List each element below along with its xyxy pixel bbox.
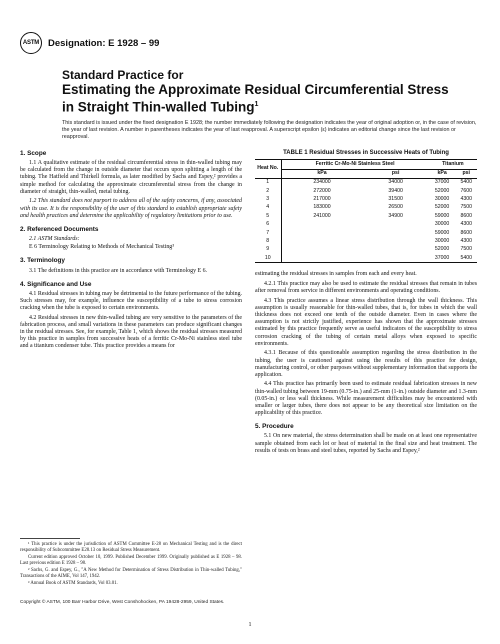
table-cell bbox=[363, 237, 429, 245]
table-cell: 30000 bbox=[434, 196, 450, 203]
paragraph-4-2: 4.2 Residual stresses in new thin-walled tubing are very sensitive to the parameters of the fabrication process, and small variations in these parameters can produce significant changes in the residual stresses. See, for example, Table 1, which shows the residual stresses measured by this practice in samples from successive heats of a ferritic Cr-Mo-Ni stainless steel tube and a titanium condenser tube. This practice provides a means for bbox=[20, 314, 242, 350]
table-header-unit: kPa bbox=[281, 169, 363, 178]
table-row bbox=[255, 237, 477, 245]
designation: Designation: E 1928 – 99 bbox=[48, 37, 160, 49]
paragraph-5-1: 5.1 On new material, the stress determination shall be made on at least one representative sample obtained from each lot or heat of material in the final size and heat treatment. The results of tests on brass and steel tubes, reported by Sachs and Espey,² bbox=[255, 433, 477, 454]
table-cell bbox=[363, 221, 429, 229]
document-header bbox=[20, 30, 159, 56]
section-heading-terminology: 3. Terminology bbox=[20, 257, 65, 265]
table-row bbox=[255, 246, 477, 254]
table-cell: 272000 bbox=[313, 187, 331, 194]
paragraph-1-1: 1.1 A qualitative estimate of the residual circumferential stress in thin-walled tubing may be calculated from the change in outside diameter that occurs upon splitting a length of the tubing. The Hatfield and Thirkell formula, as later modified by Sachs and Espey,² provides a simple method for calculating the approximate circumferential stress from the change in diameter of straight, thin-walled, metal tubing. bbox=[20, 160, 242, 195]
table-header-heat: Heat No. bbox=[255, 160, 281, 179]
table-header-unit: kPa bbox=[429, 169, 456, 178]
title-line-3: in Straight Thin-walled Tubing$^1$ bbox=[62, 99, 259, 115]
table-cell-heat: 8 bbox=[255, 237, 281, 245]
paragraph-3-1: 3.1 The definitions in this practice are in accordance with Terminology E 6. bbox=[29, 267, 207, 274]
table-cell: 52000 bbox=[434, 187, 450, 194]
table-row bbox=[255, 196, 477, 204]
table-cell: 217000 bbox=[313, 196, 331, 203]
astm-standards-subheading: 2.1 ASTM Standards: bbox=[29, 236, 80, 243]
table-cell: 31500 bbox=[388, 196, 403, 203]
table-cell: 39400 bbox=[388, 187, 403, 194]
table-row bbox=[255, 229, 477, 237]
table-cell-heat: 1 bbox=[255, 178, 281, 187]
table-row bbox=[255, 221, 477, 229]
paragraph-4-3-1: 4.3.1 Because of this questionable assumption regarding the stress distribution in the tubing, the user is cautioned against using the results of this practice for design, manufacturing control, or other purposes without supplementary information that supports the application. bbox=[255, 350, 477, 378]
table-cell-heat: 7 bbox=[255, 229, 281, 237]
footnote-3: ³ Annual Book of ASTM Standards, Vol 03.01. bbox=[28, 581, 118, 586]
table-row bbox=[255, 187, 477, 195]
table-header-unit: psi bbox=[363, 169, 429, 178]
paragraph-4-1: 4.1 Residual stresses in tubing may be detrimental to the future performance of the tubing. Such stresses may, for example, influence the susceptibility of a tube to stress corrosion cracking when the tube is exposed to certain environments. bbox=[20, 290, 242, 312]
table-cell: 241000 bbox=[313, 212, 331, 219]
title-line-2: Estimating the Approximate Residual Circumferential Stress bbox=[62, 82, 449, 97]
table-cell bbox=[281, 237, 363, 245]
footnote-1: ¹ This practice is under the jurisdiction of ASTM Committee E-28 on Mechanical Testing and is the direct responsibility of Subcommittee E28.13 on Residual Stress Measurement. bbox=[20, 542, 242, 553]
table-header-group-steel: Ferritic Cr-Mo-Ni Stainless Steel bbox=[281, 160, 429, 169]
table-row bbox=[255, 254, 477, 263]
table-cell bbox=[363, 229, 429, 237]
table-cell bbox=[281, 229, 363, 237]
table-cell: 34000 bbox=[388, 179, 403, 186]
table-cell bbox=[281, 254, 363, 263]
section-heading-procedure: 5. Procedure bbox=[255, 423, 294, 431]
table-cell: 37000 bbox=[429, 254, 456, 263]
paragraph-4-2-continued: estimating the residual stresses in samples from each and every heat. bbox=[255, 271, 417, 278]
table-cell: 7500 bbox=[460, 204, 473, 211]
table-cell: 30000 bbox=[434, 221, 450, 228]
table-body bbox=[255, 178, 477, 262]
reference-item: E 6 Terminology Relating to Methods of Mechanical Testing³ bbox=[29, 244, 175, 251]
table-cell bbox=[363, 246, 429, 254]
table-cell: 59000 bbox=[434, 212, 450, 219]
table-cell-heat: 5 bbox=[255, 212, 281, 220]
section-heading-referenced-documents: 2. Referenced Documents bbox=[20, 225, 99, 233]
table-row bbox=[255, 212, 477, 220]
table-cell: 8600 bbox=[460, 229, 473, 236]
table-cell-heat: 10 bbox=[255, 254, 281, 263]
table-header-unit: psi bbox=[456, 169, 477, 178]
table-title: TABLE 1 Residual Stresses in Successive Heats of Tubing bbox=[283, 150, 449, 156]
table-cell: 4300 bbox=[460, 196, 473, 203]
table-header-group-titanium: Titanium bbox=[429, 160, 477, 169]
table-cell: 234000 bbox=[313, 179, 331, 186]
residual-stress-table bbox=[255, 150, 477, 263]
page-number: 1 bbox=[248, 622, 252, 628]
right-column bbox=[255, 150, 477, 457]
table-cell: 30000 bbox=[434, 237, 450, 244]
table-cell bbox=[281, 246, 363, 254]
table-cell-heat: 2 bbox=[255, 187, 281, 195]
table-cell: 34900 bbox=[388, 212, 403, 219]
paragraph-4-3: 4.3 This practice assumes a linear stress distribution through the wall thickness. This assumption is usually reasonable for thin-walled tubes, that is, for tubes in which the wall thickness does not exceed one tenth of the outside diameter. Even in cases where the assumption is not strictly justified, experience has shown that the approximate stresses estimated by this practice frequently serve as useful indicators of the susceptibility to stress corrosion cracking of the tubing of certain metal alloys when exposed to specific environments. bbox=[255, 297, 477, 347]
section-heading-significance: 4. Significance and Use bbox=[20, 280, 92, 288]
paragraph-1-2: 1.2 This standard does not purport to address all of the safety concerns, if any, associated with its use. It is the responsibility of the user of this standard to establish appropriate safety and health practices and determine the applicability of regulatory limitations prior to use. bbox=[20, 198, 242, 219]
issue-note: This standard is issued under the fixed designation E 1928; the number immediately following the designation indicates the year of original adoption or, in the case of revision, the year of last revision. A number in parentheses indicates the year of last reapproval. A superscript epsilon (ε) indicates an editorial change since the last revision or reapproval. bbox=[62, 120, 477, 140]
table-cell: 183000 bbox=[313, 204, 331, 211]
copyright-notice: Copyright © ASTM, 100 Barr Harbor Drive, West Conshohocken, PA 19428-2959, United States. bbox=[20, 600, 225, 605]
document-title bbox=[62, 68, 462, 115]
table-cell-heat: 6 bbox=[255, 221, 281, 229]
table-cell: 7600 bbox=[460, 187, 473, 194]
table-cell: 26500 bbox=[388, 204, 403, 211]
footnote-rule bbox=[20, 538, 80, 539]
table-cell: 4300 bbox=[460, 237, 473, 244]
left-column bbox=[20, 150, 242, 353]
paragraph-4-4: 4.4 This practice has primarily been used to estimate residual fabrication stresses in new thin-walled tubing between 19-mm (0.75-in.) and 25-mm (1-in.) outside diameter and 1.3-mm (0.05-in.) or less wall thickness. While measurement difficulties may be encountered with smaller or larger tubes, there does not appear to be any theoretical size limitation on the applicability of this practice. bbox=[255, 381, 477, 417]
table-cell: 8600 bbox=[460, 212, 473, 219]
table-cell: 5400 bbox=[460, 179, 473, 186]
footnote-1-edition: Current edition approved October 10, 1999. Published December 1999. Originally published as E 1928 – 98. Last previous edition E 1928 – 98. bbox=[20, 555, 242, 566]
table-cell: 52000 bbox=[434, 246, 450, 253]
table-cell: 4300 bbox=[460, 221, 473, 228]
table-cell: 7500 bbox=[460, 246, 473, 253]
table bbox=[255, 159, 477, 263]
table-cell: 52000 bbox=[434, 204, 450, 211]
section-heading-scope: 1. Scope bbox=[20, 150, 47, 157]
table-cell: 5400 bbox=[456, 254, 477, 263]
table-cell: 59000 bbox=[434, 229, 450, 236]
title-line-1: Standard Practice for bbox=[62, 68, 184, 82]
table-cell-heat: 4 bbox=[255, 204, 281, 212]
astm-logo-icon: ASTM bbox=[20, 32, 42, 54]
table-row bbox=[255, 204, 477, 212]
table-row bbox=[255, 178, 477, 187]
footnote-2: ² Sachs, G. and Espey, G., "A New Method for Determination of Stress Distribution in Thin-walled Tubing," Transactions of the AIME, Vol 147, 1942. bbox=[20, 568, 242, 579]
table-cell-heat: 9 bbox=[255, 246, 281, 254]
paragraph-4-2-1: 4.2.1 This practice may also be used to estimate the residual stresses that remain in tubes after removal from service in different environments and operating conditions. bbox=[255, 280, 477, 295]
table-cell: 37000 bbox=[434, 179, 450, 186]
table-cell bbox=[281, 221, 363, 229]
footnotes bbox=[20, 538, 242, 588]
table-cell-heat: 3 bbox=[255, 196, 281, 204]
table-cell bbox=[363, 254, 429, 263]
